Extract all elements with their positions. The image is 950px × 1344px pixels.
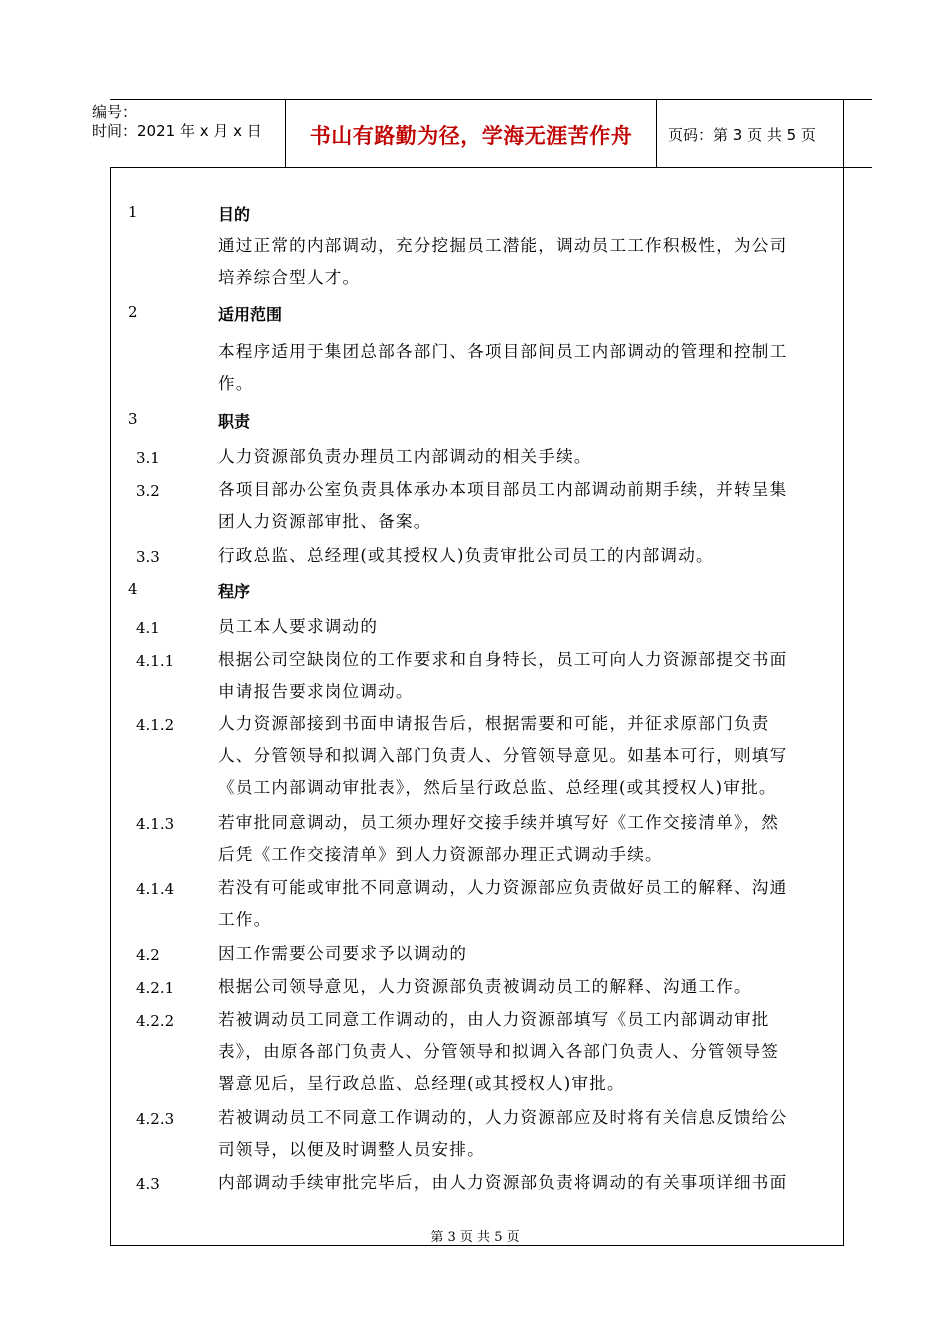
paragraph-line: 本程序适用于集团总部各部门、各项目部间员工内部调动的管理和控制工	[218, 342, 788, 361]
paragraph-line: 员工本人要求调动的	[218, 617, 379, 636]
paragraph-line: 《员工内部调动审批表》，然后呈行政总监、总经理(或其授权人)审批。	[218, 778, 777, 797]
paragraph-line: 行政总监、总经理(或其授权人)负责审批公司员工的内部调动。	[218, 546, 714, 565]
subsection-number: 4.2.1	[136, 979, 175, 997]
doc-time-label: 时间：2021 年 x 月 x 日	[92, 122, 262, 140]
section-title: 目的	[218, 205, 251, 224]
section-number: 4	[128, 580, 138, 598]
paragraph-line: 若没有可能或审批不同意调动，人力资源部应负责做好员工的解释、沟通	[218, 878, 788, 897]
paragraph-line: 团人力资源部审批、备案。	[218, 512, 432, 531]
paragraph	[218, 336, 848, 400]
paragraph	[218, 1102, 848, 1166]
header-divider-3	[843, 99, 844, 167]
paragraph-line: 各项目部办公室负责具体承办本项目部员工内部调动前期手续，并转呈集	[218, 480, 788, 499]
paragraph-line: 表》，由原各部门负责人、分管领导和拟调入各部门负责人、分管领导签	[218, 1042, 780, 1061]
paragraph-line: 若审批同意调动，员工须办理好交接手续并填写好《工作交接清单》，然	[218, 813, 780, 832]
page-code: 页码：第 3 页 共 5 页	[668, 126, 816, 144]
header-divider-2	[656, 99, 657, 167]
subsection-number: 3.1	[136, 449, 160, 467]
paragraph	[218, 938, 848, 970]
subsection-number: 4.1.1	[136, 652, 175, 670]
subsection-number: 4.2	[136, 946, 160, 964]
section-number: 2	[128, 303, 138, 321]
paragraph-line: 根据公司领导意见，人力资源部负责被调动员工的解释、沟通工作。	[218, 977, 752, 996]
subsection-number: 4.2.3	[136, 1110, 175, 1128]
subsection-number: 4.1.2	[136, 716, 175, 734]
section-number: 1	[128, 203, 138, 221]
paragraph-line: 因工作需要公司要求予以调动的	[218, 944, 468, 963]
paragraph	[218, 230, 848, 294]
header-bottom-border	[110, 167, 872, 168]
paragraph	[218, 441, 848, 473]
paragraph	[218, 474, 848, 538]
paragraph	[218, 644, 848, 708]
paragraph-line: 司领导，以便及时调整人员安排。	[218, 1140, 485, 1159]
paragraph-line: 通过正常的内部调动，充分挖掘员工潜能，调动员工工作积极性，为公司	[218, 236, 788, 255]
paragraph-line: 根据公司空缺岗位的工作要求和自身特长，员工可向人力资源部提交书面	[218, 650, 788, 669]
paragraph-line: 后凭《工作交接清单》到人力资源部办理正式调动手续。	[218, 845, 663, 864]
page-footer: 第 3 页 共 5 页	[430, 1230, 520, 1245]
paragraph	[218, 611, 848, 643]
subsection-number: 4.1.3	[136, 815, 175, 833]
body-left-border	[110, 167, 111, 1245]
paragraph-line: 人力资源部负责办理员工内部调动的相关手续。	[218, 447, 592, 466]
paragraph	[218, 708, 848, 804]
subsection-number: 4.2.2	[136, 1012, 175, 1030]
section-title: 职责	[218, 412, 251, 431]
paragraph-line: 署意见后，呈行政总监、总经理(或其授权人)审批。	[218, 1074, 625, 1093]
paragraph-line: 申请报告要求岗位调动。	[218, 682, 414, 701]
body-bottom-border	[110, 1245, 844, 1246]
paragraph-line: 人、分管领导和拟调入部门负责人、分管领导意见。如基本可行，则填写	[218, 746, 788, 765]
subsection-number: 4.1	[136, 619, 160, 637]
paragraph	[218, 540, 848, 572]
paragraph-line: 人力资源部接到书面申请报告后，根据需要和可能，并征求原部门负责	[218, 714, 770, 733]
paragraph	[218, 1004, 848, 1100]
subsection-number: 3.2	[136, 482, 160, 500]
doc-number-label: 编号：	[92, 103, 138, 121]
paragraph-line: 若被调动员工不同意工作调动的，人力资源部应及时将有关信息反馈给公	[218, 1108, 788, 1127]
subsection-number: 4.3	[136, 1175, 160, 1193]
paragraph-line: 工作。	[218, 910, 272, 929]
header-top-border	[110, 99, 872, 100]
section-title: 适用范围	[218, 305, 283, 324]
paragraph-line: 若被调动员工同意工作调动的，由人力资源部填写《员工内部调动审批	[218, 1010, 770, 1029]
paragraph-line: 培养综合型人才。	[218, 268, 361, 287]
section-title: 程序	[218, 582, 251, 601]
subsection-number: 4.1.4	[136, 880, 175, 898]
paragraph-line: 内部调动手续审批完毕后，由人力资源部负责将调动的有关事项详细书面	[218, 1173, 788, 1192]
section-number: 3	[128, 410, 138, 428]
paragraph	[218, 807, 848, 871]
subsection-number: 3.3	[136, 548, 160, 566]
paragraph	[218, 971, 848, 1003]
paragraph	[218, 872, 848, 936]
paragraph-line: 作。	[218, 374, 254, 393]
header-motto: 书山有路勤为径，学海无涯苦作舟	[309, 124, 633, 148]
paragraph	[218, 1167, 848, 1199]
